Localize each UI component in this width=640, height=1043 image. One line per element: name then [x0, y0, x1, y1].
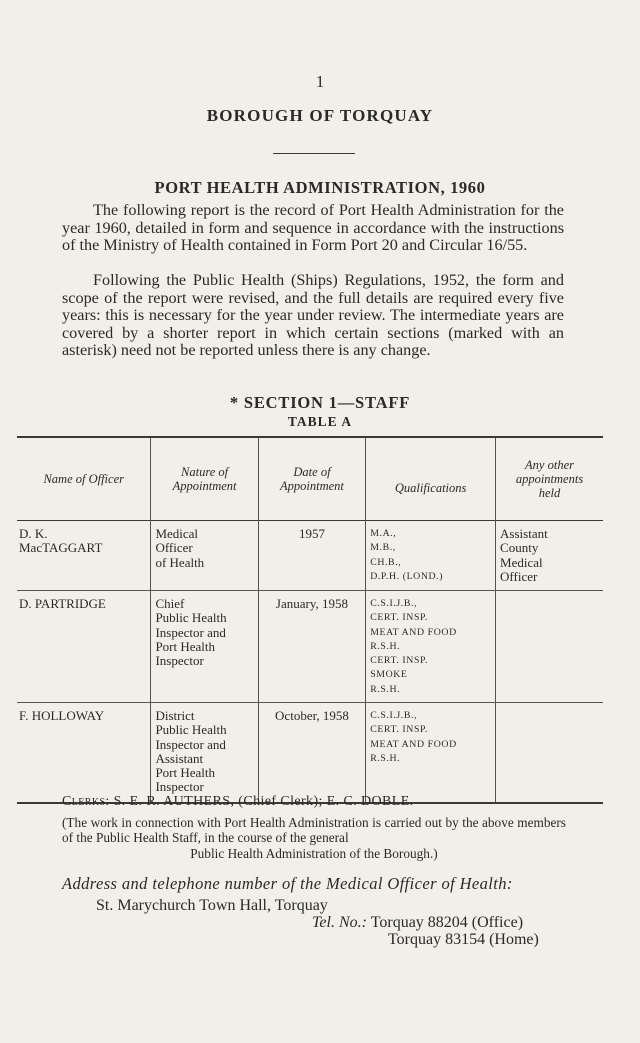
cell-line: District: [155, 708, 195, 723]
address: St. Marychurch Town Hall, Torquay: [96, 897, 328, 914]
cell-line: R.S.H.: [370, 752, 401, 764]
cell-line: Officer: [500, 568, 538, 584]
cell-line: CERT. INSP.: [370, 612, 429, 624]
cell-line: MacTAGGART: [19, 540, 103, 556]
column-header-other: [496, 437, 603, 521]
cell-name: [17, 703, 151, 803]
cell-nature: [151, 591, 258, 703]
cell-line: SMOKE: [370, 669, 408, 681]
header-text: Date of Appointment: [280, 465, 344, 493]
cell-date: [258, 521, 365, 591]
clerks-line: [62, 794, 414, 810]
intro-paragraph-2: [62, 272, 564, 360]
cell-name: [17, 591, 151, 703]
header-text: Nature of Appointment: [172, 465, 237, 493]
table-row: [17, 703, 603, 803]
table-header-row: [17, 437, 603, 521]
table-heading: TABLE A: [287, 414, 353, 429]
cell-line: Officer: [155, 540, 193, 556]
cell-line: Assistant: [500, 526, 548, 541]
cell-line: D. PARTRIDGE: [19, 596, 106, 611]
cell-line: CH.B.,: [370, 556, 402, 568]
cell-other: [496, 703, 603, 803]
cell-line: R.S.H.: [370, 640, 401, 652]
cell-line: Assistant: [155, 750, 204, 766]
cell-qualifications: [366, 703, 496, 803]
cell-line: M.B.,: [370, 542, 396, 554]
page-number: 1: [315, 72, 325, 91]
cell-line: October, 1958: [275, 708, 349, 723]
cell-line: Port Health: [155, 765, 216, 781]
section-heading: * SECTION 1—STAFF: [229, 393, 411, 412]
paragraph-text: The following report is the record of Port Health Administration for the year 1960, detailed in form and sequence in accordance with the instructions of the Ministry of Health contained in Form Port 20 and Circular 16/55.: [62, 201, 564, 255]
cell-other: [496, 591, 603, 703]
header-text: Any other appointments held: [515, 458, 584, 500]
cell-line: D.P.H. (LOND.): [370, 570, 444, 582]
telephone-home: Torquay 83154 (Home): [388, 931, 539, 948]
column-header-name: Name of Officer: [43, 472, 124, 486]
divider: [273, 153, 355, 154]
report-title: PORT HEALTH ADMINISTRATION, 1960: [154, 178, 486, 197]
cell-line: Inspector and: [155, 736, 226, 752]
cell-line: MEAT AND FOOD: [370, 626, 457, 638]
cell-line: CERT. INSP.: [370, 724, 429, 736]
borough-title: BOROUGH OF TORQUAY: [206, 106, 434, 125]
staff-note: [62, 815, 566, 861]
note-last-line: Public Health Administration of the Borough.): [190, 845, 438, 861]
telephone-office: [312, 914, 523, 932]
note-text: (The work in connection with Port Health Administration is carried out by the above members of the Public Health Staff, in the course of the general: [62, 815, 566, 846]
cell-line: C.S.I.J.B.,: [370, 598, 418, 609]
column-header-date: [258, 437, 365, 521]
cell-name: [17, 521, 151, 591]
cell-date: [258, 703, 365, 803]
cell-date: [258, 591, 365, 703]
cell-line: 1957: [298, 526, 325, 541]
cell-nature: [151, 521, 258, 591]
telephone-office-number: Torquay 88204 (Office): [370, 914, 524, 931]
column-header-qualifications: Qualifications: [366, 437, 496, 521]
cell-line: of Health: [155, 554, 205, 570]
clerks-label: Clerks:: [62, 794, 110, 809]
cell-line: Inspector and: [155, 624, 226, 640]
cell-line: Port Health: [155, 638, 216, 654]
telephone-label: Tel. No.:: [312, 914, 367, 931]
cell-qualifications: [366, 591, 496, 703]
cell-line: F. HOLLOWAY: [19, 708, 105, 723]
clerks-names: S. E. R. AUTHERS, (Chief Clerk); E. C. DOBLE.: [113, 794, 414, 809]
cell-line: D. K.: [19, 526, 48, 541]
cell-line: Medical: [155, 526, 199, 541]
cell-line: CERT. INSP.: [370, 655, 429, 667]
column-header-nature: [151, 437, 258, 521]
cell-nature: [151, 703, 258, 803]
cell-line: MEAT AND FOOD: [370, 738, 457, 750]
cell-qualifications: [366, 521, 496, 591]
cell-line: Chief: [155, 596, 185, 611]
cell-line: County: [500, 540, 539, 556]
paragraph-text: Following the Public Health (Ships) Regulations, 1952, the form and scope of the report were revised, and the full details are required every five years: this is necessary for the year under review. The intermediate years are covered by a shorter report in which certain sections (marked with an asterisk) need not be reported unless there is any change.: [62, 271, 564, 360]
cell-line: Public Health: [155, 722, 227, 738]
cell-line: Public Health: [155, 610, 227, 626]
cell-line: R.S.H.: [370, 683, 401, 695]
cell-line: Inspector: [155, 779, 204, 795]
cell-line: C.S.I.J.B.,: [370, 710, 418, 721]
address-heading: Address and telephone number of the Medical Officer of Health:: [62, 874, 513, 893]
intro-paragraph-1: [62, 202, 564, 255]
cell-line: M.A.,: [370, 528, 397, 539]
cell-line: January, 1958: [275, 596, 349, 611]
cell-line: Medical: [500, 554, 543, 570]
table-row: [17, 521, 603, 591]
cell-other: [496, 521, 603, 591]
table-row: [17, 591, 603, 703]
staff-table: [17, 436, 603, 804]
cell-line: Inspector: [155, 653, 204, 669]
